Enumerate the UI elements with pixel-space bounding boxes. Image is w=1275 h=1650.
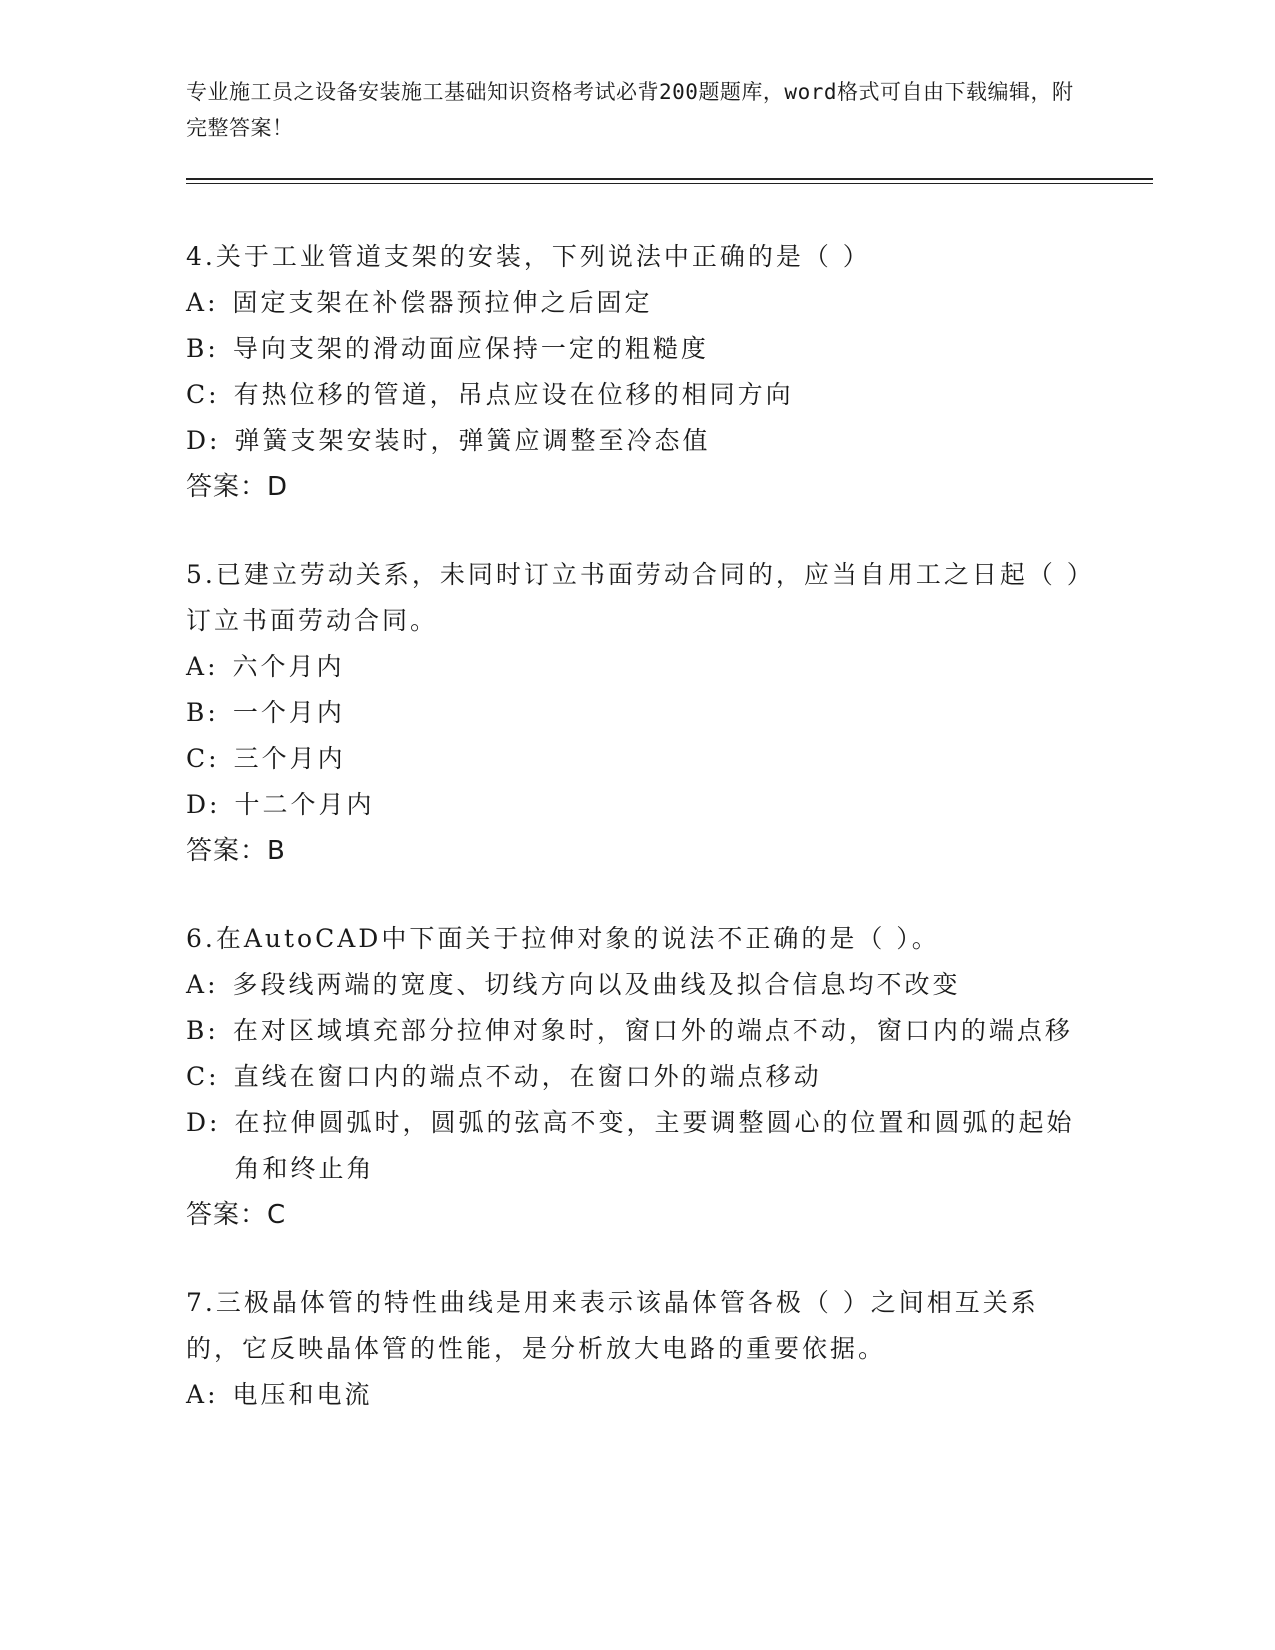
option-a: A : 多段线两端的宽度、切线方向以及曲线及拟合信息均不改变 (186, 962, 1086, 1008)
question-stem: 5.已建立劳动关系，未同时订立书面劳动合同的，应当自用工之日起（ ）订立书面劳动合同。 (186, 560, 1083, 635)
option-text: 弹簧支架安装时，弹簧应调整至冷态值 (234, 426, 711, 455)
option-text: 一个月内 (232, 698, 345, 727)
option-a: A : 六个月内 (186, 644, 1086, 690)
option-c: C : 有热位移的管道，吊点应设在位移的相同方向 (186, 372, 1086, 418)
option-letter: D (186, 426, 210, 455)
answer-label: 答案：D (186, 472, 289, 502)
option-letter: B (186, 1016, 208, 1045)
option-letter: A (186, 1380, 208, 1409)
option-text: 在对区域填充部分拉伸对象时，窗口外的端点不动，窗口内的端点移 (232, 1016, 1073, 1045)
option-text: 六个月内 (232, 652, 345, 681)
option-text: 导向支架的滑动面应保持一定的粗糙度 (232, 334, 709, 363)
option-text: 多段线两端的宽度、切线方向以及曲线及拟合信息均不改变 (232, 970, 961, 999)
option-text: 电压和电流 (232, 1380, 373, 1409)
option-text: 在拉伸圆弧时，圆弧的弦高不变，主要调整圆心的位置和圆弧的起始角和终止角 (234, 1108, 1075, 1183)
option-d: D : 弹簧支架安装时，弹簧应调整至冷态值 (186, 418, 1086, 464)
question-7 (186, 1280, 1086, 1418)
question-6 (186, 916, 1086, 1238)
question-4 (186, 234, 1086, 510)
option-b: B : 在对区域填充部分拉伸对象时，窗口外的端点不动，窗口内的端点移 (186, 1008, 1086, 1054)
question-stem: 6.在AutoCAD中下面关于拉伸对象的说法不正确的是（ ）。 (186, 924, 940, 953)
answer-label: 答案：B (186, 836, 286, 866)
question-stem: 7.三极晶体管的特性曲线是用来表示该晶体管各极（ ）之间相互关系的，它反映晶体管的性能，是分析放大电路的重要依据。 (186, 1288, 1039, 1363)
question-5 (186, 552, 1086, 874)
question-list (186, 234, 1086, 1460)
option-letter: A (186, 288, 208, 317)
question-stem: 4.关于工业管道支架的安装，下列说法中正确的是（ ） (186, 242, 871, 271)
option-text: 有热位移的管道，吊点应设在位移的相同方向 (233, 380, 794, 409)
option-text: 直线在窗口内的端点不动，在窗口外的端点移动 (233, 1062, 822, 1091)
answer-label: 答案：C (186, 1200, 287, 1230)
option-letter: C (186, 744, 209, 773)
option-letter: C (186, 1062, 209, 1091)
option-c: C : 直线在窗口内的端点不动，在窗口外的端点移动 (186, 1054, 1086, 1100)
option-a: A : 固定支架在补偿器预拉伸之后固定 (186, 280, 1086, 326)
option-text: 十二个月内 (234, 790, 375, 819)
option-letter: D (186, 1108, 210, 1137)
document-header: 专业施工员之设备安装施工基础知识资格考试必背200题题库，word格式可自由下载编辑，附完整答案！ (186, 80, 1074, 140)
option-letter: A (186, 970, 208, 999)
option-letter: B (186, 698, 208, 727)
option-text: 固定支架在补偿器预拉伸之后固定 (232, 288, 653, 317)
option-a: A : 电压和电流 (186, 1372, 1086, 1418)
option-d: D : 在拉伸圆弧时，圆弧的弦高不变，主要调整圆心的位置和圆弧的起始角和终止角 (186, 1100, 1086, 1192)
option-b: B : 导向支架的滑动面应保持一定的粗糙度 (186, 326, 1086, 372)
option-d: D : 十二个月内 (186, 782, 1086, 828)
option-b: B : 一个月内 (186, 690, 1086, 736)
option-letter: A (186, 652, 208, 681)
header-rule-thick (186, 178, 1153, 180)
option-letter: C (186, 380, 209, 409)
option-c: C : 三个月内 (186, 736, 1086, 782)
header-rule-thin (186, 183, 1153, 184)
option-letter: D (186, 790, 210, 819)
option-text: 三个月内 (233, 744, 346, 773)
option-letter: B (186, 334, 208, 363)
